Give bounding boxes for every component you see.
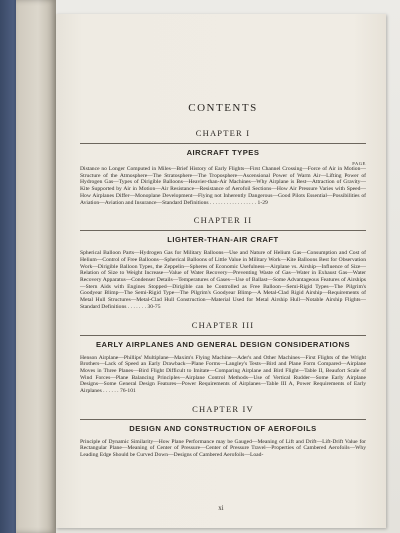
chapter-number: CHAPTER III [191, 319, 255, 330]
chapter-title: DESIGN AND CONSTRUCTION OF AEROFOILS [129, 423, 317, 433]
chapter-summary [80, 250, 366, 310]
page-folio: xi [218, 504, 224, 512]
chapter-summary [80, 166, 366, 206]
chapter-4 [80, 404, 366, 459]
chapter-title: LIGHTER-THAN-AIR CRAFT [167, 235, 279, 245]
chapter-2 [80, 215, 366, 310]
chapter-title: EARLY AIRPLANES AND GENERAL DESIGN CONSIDERATIONS [95, 339, 351, 349]
chapter-number: CHAPTER II [193, 215, 253, 226]
book-page [56, 14, 386, 528]
page-range: 1-29 [257, 199, 268, 206]
summary-text: Spherical Balloon Parts—Hydrogen Gas for Military Balloons—Use and Nature of Helium Gas—Consumption and Cost of Helium—Control of Free Balloons—Spherical Balloons of Little Value in Military Work—Kite Balloons Best for Observation Work—Dirigible Balloon Types, the Zeppelin—Spheres of Economic Usefulness—Airplane vs. Airship—Influence of Size—Relation of Size to Weight Increase—Value of Water Recovery—Preventing Waste of Gas—Water in Exhaust Gas—Water Recovery Apparatus—Condenser Details—Temperatures of Gases—Use of Ballast—Some Advantageous Features of Airships—Stern Aids with Engines Stopped—Dirigible can be Controlled as Free Balloon—Semi-Rigid Types—The Pilgrim's Goodyear Blimp—The Semi-Rigid Type—The Pilgrim's Goodyear Blimp—A Metal-Clad Rigid Airship—Requirements of Metal Hull Structures—Metal-Clad Hull Construction—Material Used for Metal Airship Hull—Notable Airship Flights—Standard Definitions . . . . . . . [80, 250, 366, 310]
summary-text: Henson Airplane—Phillips' Multiplane—Maxim's Flying Machine—Ader's and Other Machines—First Flights of the Wright Brothers—Lack of Speed an Early Drawback—Plane Forms—Langley's Tests—Bird and Plane Form Compared—Airplane Moves in Three Planes—Bird Flight Difficult to Imitate—Comparing Airplane and Bird Flight—Table II, Beaufort Scale of Wind Forces—Plane Balancing Principles—Airplane Control Methods—Use of Vertical Rudder—Some Early Airplane Designs—Some General Design Features—Power Requirements of Airplanes—Table III A, Power Requirements of Early Airplanes . . . . . . [80, 354, 366, 395]
page-range: 76-101 [119, 388, 136, 395]
chapter-number: CHAPTER IV [192, 403, 254, 414]
divider [80, 143, 366, 144]
summary-text: Distance no Longer Computed in Miles—Brief History of Early Flights—First Channel Crossing—Force of Air in Motion—Structure of the Atmosphere—The Stratosphere—The Troposphere—Ascensional Power of Warm Air—Lifting Power of Hydrogen Gas—Types of Dirigible Balloons—Heavier-than-Air Machines—Why Airplane is Best—Attraction of Gravity—Kite Supported by Air in Motion—Air Resistance—Resistance of Aerofoil Sections—How Air Pressure Varies with Speed—How Airplanes Differ—Monoplane Development—Flying not Inherently Dangerous—Good Pilots Essential—Possibilities of Aviation—Aviation and Insurance—Standard Definitions . . . . . . . . . . . . . . . . . [80, 166, 366, 206]
chapter-number: CHAPTER I [195, 128, 251, 138]
page-range: 30-75 [147, 303, 161, 310]
divider [80, 335, 366, 336]
chapter-title: AIRCRAFT TYPES [186, 148, 260, 157]
left-page-edge [16, 0, 56, 533]
divider [80, 230, 366, 231]
chapter-3 [80, 320, 366, 395]
contents-heading: CONTENTS [188, 102, 258, 114]
chapter-summary [80, 439, 366, 459]
summary-text: Principle of Dynamic Similarity—How Plane Performance may be Gauged—Meaning of Lift and Drift—Lift-Drift Value for Rectangular Plane—Meaning of Center of Pressure—Center of Pressure Travel—Properties of Cambered Aerofoils—Why Leading Edge Should be Curved Down—Designs of Cambered Aerofoils—Load- [80, 438, 366, 459]
page-column-label: PAGE [352, 161, 366, 166]
page-content [80, 102, 366, 468]
chapter-1 [80, 128, 366, 206]
divider [80, 419, 366, 420]
chapter-summary [80, 355, 366, 395]
